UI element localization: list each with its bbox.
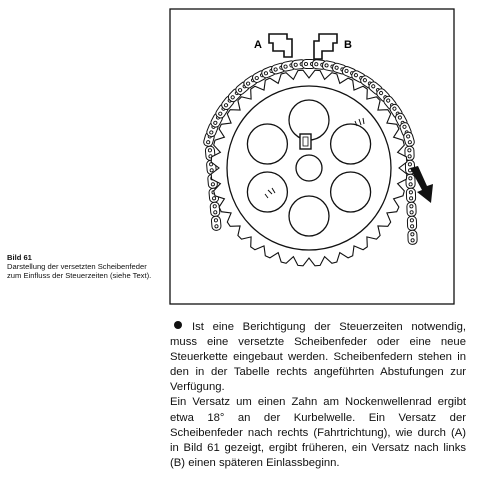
chain-link	[406, 174, 415, 188]
figure-caption	[7, 253, 157, 281]
paragraph-1	[170, 320, 466, 395]
chain-link	[210, 202, 220, 217]
sprocket-hole	[331, 172, 371, 212]
chain-link	[211, 216, 221, 231]
sprocket-hole	[247, 124, 287, 164]
paragraph-1-text: Ist eine Berichtigung der Steuerzeiten notwendig, muss eine versetzte Scheibenfeder oder eine neue Steuerkette eingebaut werden. Scheibenfedern stehen in den in der Tabelle rechts angeführten Abstufungen zur Verfügung.	[170, 321, 466, 394]
chain-link	[408, 230, 417, 244]
offset-label-a: A	[254, 39, 262, 51]
offset-key-b-icon	[314, 34, 337, 59]
chain-link	[407, 202, 416, 216]
offset-label-b: B	[344, 39, 352, 51]
chain-link	[407, 216, 416, 230]
sprocket-hole	[331, 124, 371, 164]
bullet-icon	[174, 321, 182, 329]
figure-number: Bild 61	[7, 253, 32, 262]
body-text	[170, 320, 466, 471]
paragraph-2: Ein Versatz um einen Zahn am Nockenwellenrad ergibt etwa 18° an der Kurbelwelle. Ein Versatz der Scheibenfeder nach rechts (Fahrtrichtung), wie durch (A) in Bild 61 gezeigt, ergibt früheren, ein Versatz nach links (B) einen späteren Einlassbeginn.	[170, 396, 466, 469]
offset-key-a-icon	[269, 34, 292, 57]
sprocket-hole	[247, 172, 287, 212]
figure-caption-text: Darstellung der versetzten Scheibenfeder zum Einfluss der Steuerzeiten (siehe Text).	[7, 262, 152, 281]
chain-link	[406, 188, 415, 202]
sprocket-hole	[289, 196, 329, 236]
timing-chain-figure	[169, 8, 455, 305]
